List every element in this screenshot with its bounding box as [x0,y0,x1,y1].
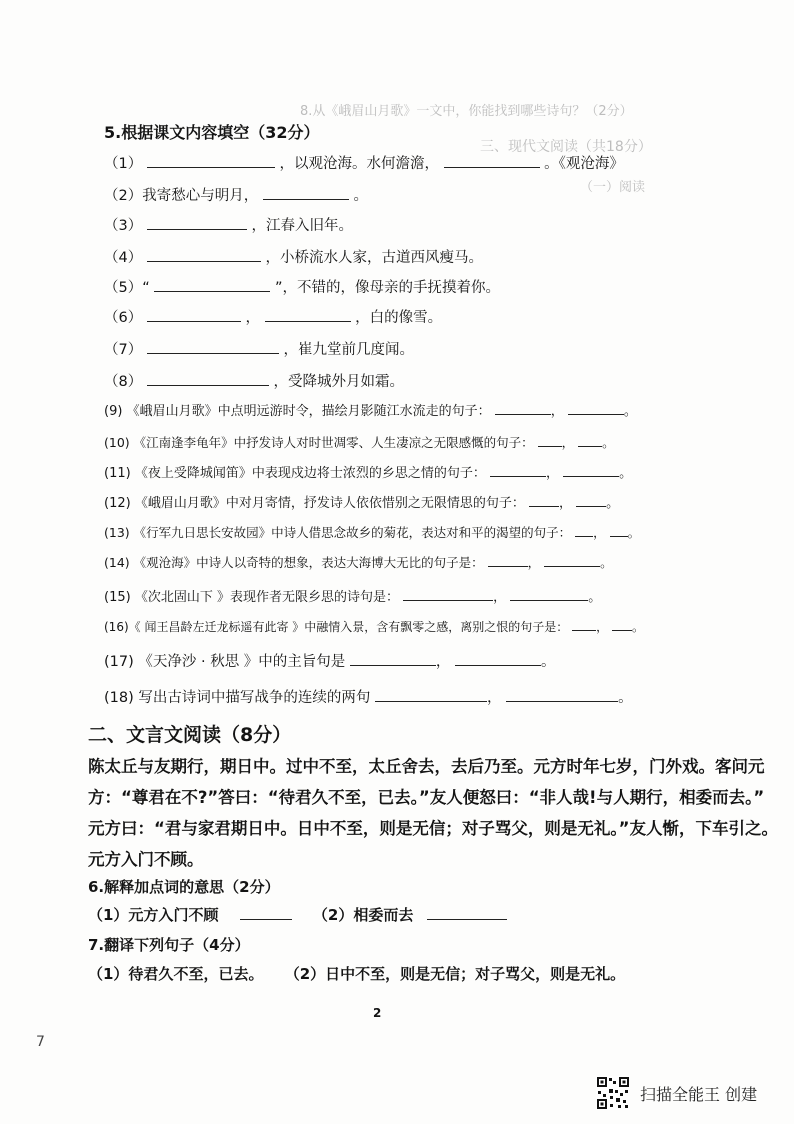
fill-item: (15) 《次北固山下 》表现作者无限乡思的诗句是： ， 。 [104,586,601,605]
answer-blank[interactable] [488,552,528,567]
answer-blank[interactable] [444,153,540,168]
answer-blank[interactable] [495,400,551,415]
answer-blank[interactable] [403,586,493,601]
answer-blank[interactable] [147,339,279,354]
fill-item: （8） ，受降城外月如霜。 [104,370,404,391]
fill-item: （6） ， ，白的像雪。 [104,306,442,327]
fill-item: (17) 《天净沙 · 秋思 》中的主旨句是 ， 。 [104,650,556,671]
answer-blank[interactable] [147,371,269,386]
answer-blank[interactable] [427,905,507,920]
answer-blank[interactable] [538,432,562,447]
fill-item: (12) 《峨眉山月歌》中对月寄情，抒发诗人依依惜别之无限情思的句子： ， 。 [104,492,619,511]
answer-blank[interactable] [240,905,292,920]
fill-item: （3） ，江春入旧年。 [104,214,353,235]
answer-blank[interactable] [455,651,541,666]
answer-blank[interactable] [563,462,619,477]
fill-item: (16)《 闻王昌龄左迁龙标遥有此寄 》中融情入景，含有飘零之感，离别之恨的句子是： ， 。 [104,616,644,635]
answer-blank[interactable] [529,492,559,507]
question-7-items: （1）待君久不至，已去。 （2）日中不至，则是无信；对子骂父，则是无礼。 [88,965,626,983]
answer-blank[interactable] [147,307,241,322]
fill-item: (13) 《行军九日思长安故园》中诗人借思念故乡的菊花，表达对和平的渴望的句子： ， 。 [104,522,640,541]
qr-code-icon [596,1076,630,1110]
answer-blank[interactable] [375,687,487,702]
fill-item: (14) 《观沧海》中诗人以奇特的想象，表达大海博大无比的句子是： ， 。 [104,552,613,571]
fill-item: （5）“ ”，不错的，像母亲的手抚摸着你。 [104,276,500,297]
fill-item: （4） ，小桥流水人家，古道西风瘦马。 [104,246,483,267]
answer-blank[interactable] [490,462,546,477]
answer-blank[interactable] [544,552,600,567]
fill-item: （7） ，崔九堂前几度闻。 [104,338,414,359]
answer-blank[interactable] [510,586,588,601]
answer-blank[interactable] [610,522,628,537]
question-5-title: 5.根据课文内容填空（32分） [104,123,320,142]
scanner-label: 扫描全能王 创建 [640,1084,758,1104]
corner-mark: 7 [36,1034,45,1050]
answer-blank[interactable] [147,215,247,230]
bleed-through-text: 三、现代文阅读（共18分） [480,139,652,155]
answer-blank[interactable] [147,153,275,168]
answer-blank[interactable] [506,687,618,702]
answer-blank[interactable] [572,616,596,631]
answer-blank[interactable] [263,185,349,200]
question-6-title: 6.解释加点词的意思（2分） [88,878,280,896]
passage-line: 元方曰：“君与家君期日中。日中不至，则是无信；对子骂父，则是无礼。”友人惭，下车引之。 [88,819,778,838]
fill-item: （2）我寄愁心与明月， 。 [104,184,368,205]
answer-blank[interactable] [575,522,593,537]
passage-line: 元方入门不顾。 [88,850,204,869]
question-7-title: 7.翻译下列句子（4分） [88,936,250,954]
answer-blank[interactable] [568,400,624,415]
answer-blank[interactable] [576,492,606,507]
fill-item: (10) 《江南逢李龟年》中抒发诗人对时世凋零、人生凄凉之无限感慨的句子： ， 。 [104,432,615,451]
bleed-through-text: （一）阅读 [580,180,646,195]
question-6-items: （1）元方入门不顾 （2）相委而去 [88,904,507,925]
fill-item: (11) 《夜上受降城闻笛》中表现戍边将士浓烈的乡思之情的句子： ， 。 [104,462,632,481]
bleed-through-text: 8.从《峨眉山月歌》一文中，你能找到哪些诗句？（2分） [300,104,633,119]
answer-blank[interactable] [154,277,270,292]
answer-blank[interactable] [147,247,261,262]
fill-item: (9) 《峨眉山月歌》中点明远游时令，描绘月影随江水流走的句子： ， 。 [104,400,637,419]
passage-line: 方：“尊君在不?”答曰：“待君久不至，已去。”友人便怒曰：“非人哉!与人期行，相委而去。” [88,788,765,807]
answer-blank[interactable] [612,616,632,631]
fill-item: （1） ，以观沧海。水何澹澹， 。《观沧海》 [104,152,624,173]
answer-blank[interactable] [350,651,436,666]
passage-line: 陈太丘与友期行，期日中。过中不至，太丘舍去，去后乃至。元方时年七岁，门外戏。客问元 [88,757,765,776]
scanner-watermark [596,1076,757,1110]
answer-blank[interactable] [578,432,602,447]
page-number: 2 [373,1006,382,1020]
answer-blank[interactable] [265,307,351,322]
fill-item: (18) 写出古诗词中描写战争的连续的两句 ， 。 [104,686,633,707]
section-2-title: 二、文言文阅读（8分） [88,724,292,746]
